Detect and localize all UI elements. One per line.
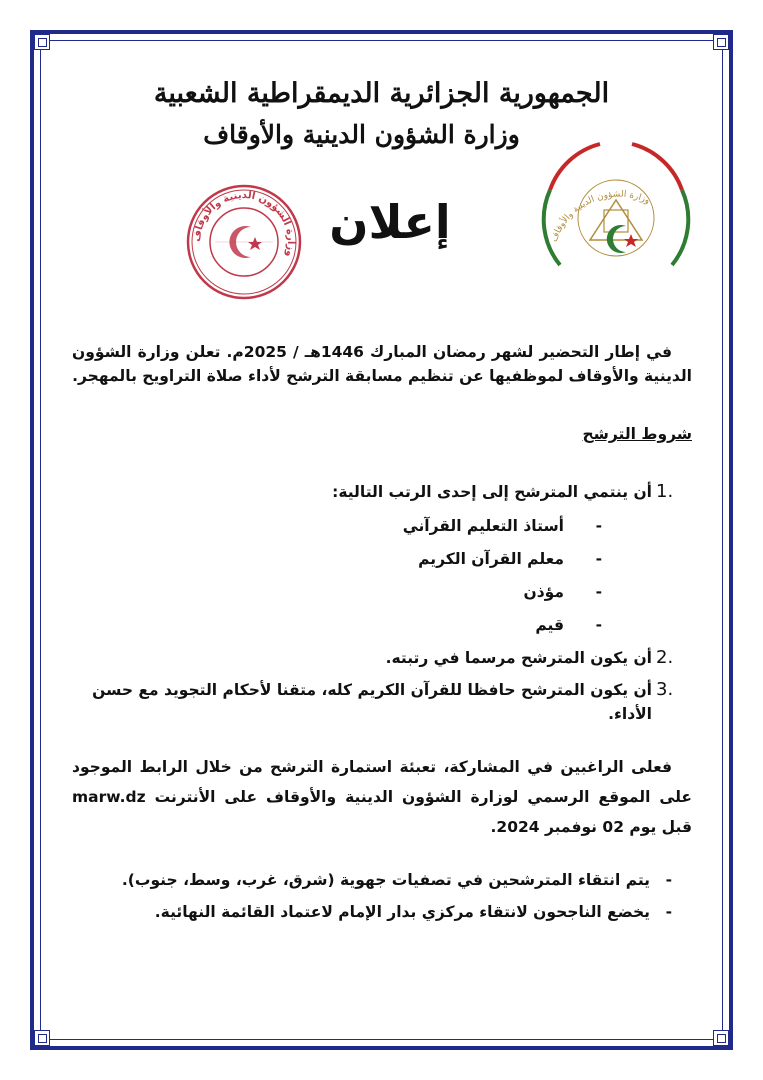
announcement-title: إعلان [329,195,451,249]
ministry-emblem [530,130,702,278]
note-item: - يتم انتقاء المترشحين في تصفيات جهوية (شرق، غرب، وسط، جنوب). [121,871,672,889]
rank-item: - مؤذن [523,583,602,601]
application-paragraph: فعلى الراغبين في المشاركة، تعبئة استمارة الترشح من خلال الرابط الموجود على الموقع الرسمي لوزارة الشؤون الدينية والأوقاف على الأنترنت marw.dz قبل يوم 02 نوفمبر 2024. [72,758,692,836]
conditions-heading: شروط الترشح [582,425,692,443]
rank-item: - قيم [535,616,602,634]
frame-corner-ornament [713,1030,729,1046]
frame-corner-ornament [713,34,729,50]
republic-heading: الجمهورية الجزائرية الديمقراطية الشعبية [153,78,610,109]
intro-paragraph: في إطار التحضير لشهر رمضان المبارك 1446هـ / 2025م. تعلن وزارة الشؤون الدينية والأوقاف لموظفيها عن تنظيم مسابقة الترشح لأداء صلاة التراويح بالمهجر. [72,343,692,385]
emblem-text: وزارة الشؤون الدينية والأوقاف [549,189,652,244]
conditions-list [72,480,692,726]
ranks-list [72,514,652,637]
official-stamp [185,183,303,301]
condition-number: 3. [656,679,674,700]
notes-list [72,868,692,924]
condition-text: أن يكون المترشح مرسما في رتبته. [385,649,652,667]
condition-item [72,480,692,637]
announcement-body [72,340,692,932]
frame-corner-ornament [34,1030,50,1046]
condition-text: أن ينتمي المترشح إلى إحدى الرتب التالية: [332,483,652,501]
stamp-text: وزارة الشؤون الدينية والأوقاف [191,189,297,259]
condition-item [72,646,692,670]
frame-corner-ornament [34,34,50,50]
rank-item: - معلم القرآن الكريم [418,550,602,568]
condition-item [72,678,692,726]
svg-text:وزارة الشؤون الدينية والأوقاف [549,190,651,244]
condition-number: 2. [656,647,674,668]
condition-number: 1. [656,481,674,502]
rank-item: - أستاذ التعليم القرآني [402,517,602,535]
ministry-heading: وزارة الشؤون الدينية والأوقاف [203,120,520,149]
note-item: - يخضع الناجحون لانتقاء مركزي بدار الإمام لاعتماد القائمة النهائية. [154,903,672,921]
condition-text: أن يكون المترشح حافظا للقرآن الكريم كله، متقنا لأحكام التجويد مع حسن الأداء. [92,681,652,723]
